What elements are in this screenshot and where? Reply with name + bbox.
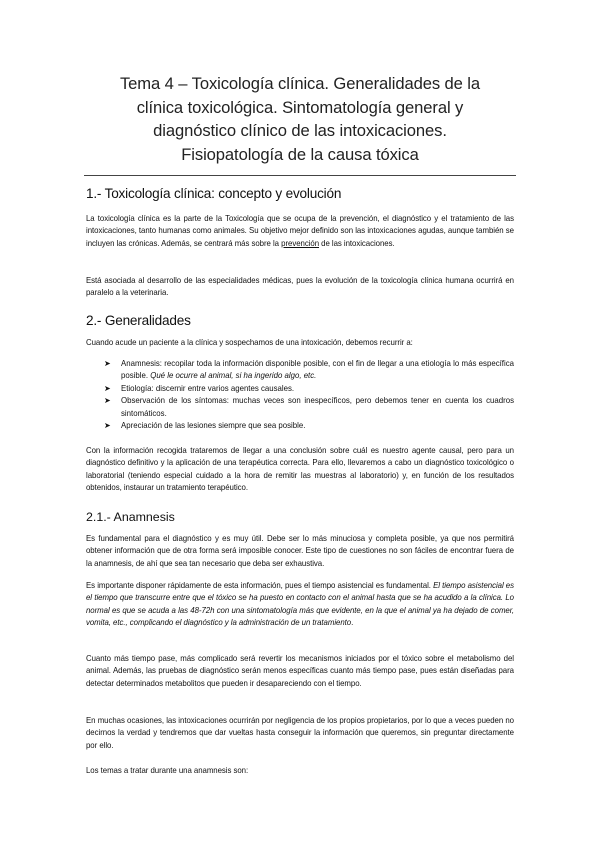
section-2-1-heading: 2.1.- Anamnesis — [86, 510, 175, 524]
title-divider — [84, 175, 516, 176]
anamnesis-paragraph-3: Cuanto más tiempo pase, más complicado será revertir los mecanismos iniciados por el tóxico sobre el metabolismo del animal. Además, las pruebas de diagnóstico serán menos específicas cuanto más tiempo pase, pues están diseñadas para detectar determinados metabolitos que pueden ir desapareciendo con el tiempo. — [86, 654, 514, 688]
title-line: diagnóstico clínico de las intoxicaciones. — [153, 121, 447, 140]
title-line: clínica toxicológica. Sintomatología general y — [136, 97, 464, 117]
section-2-heading: 2.- Generalidades — [86, 313, 191, 328]
list-item: ➤ Apreciación de las lesiones siempre que sea posible. — [104, 420, 514, 432]
anamnesis-paragraph-1: Es fundamental para el diagnóstico y es muy útil. Debe ser lo más minuciosa y completa posible, ya que nos permitirá obtener información que de otra forma será imposible conocer. Este tipo de cuestiones no son fáciles de encontrar fuera de la anamnesis, de ahí que sea tan necesario que deba ser exhaustiva. — [86, 534, 514, 568]
list-item: ➤ Anamnesis: recopilar toda la información disponible posible, con el fin de llegar a una etiología lo más específica posible. Qué le ocurre al animal, si ha ingerido algo, etc. — [104, 359, 514, 381]
anamnesis-paragraph-2: Es importante disponer rápidamente de esta información, pues el tiempo asistencial es fundamental. El tiempo asistencial es el tiempo que transcurre entre que el tóxico se ha puesto en contacto con el animal hasta que se ha acudido a la clínica. Lo normal es que se acuda a las 48-72h con una sintomatología más que evidente, en la que el animal ya ha dejado de comer, vomita, etc., complicando el diagnóstico y la administración de un tratamiento. — [86, 581, 514, 628]
bullet-list — [104, 358, 514, 432]
arrow-bullet-icon: ➤ — [104, 421, 111, 431]
section-2-paragraph-2: Con la información recogida trataremos de llegar a una conclusión sobre cuál es nuestro agente causal, pero para un diagnóstico definitivo y la aplicación de una terapéutica correcta. Para ello, llevaremos a cabo un diagnóstico toxicológico o laboratorial (teniendo especial cuidado a la hora de remitir las muestras al laboratorio) y, en función de los resultados obtenidos, instaurar un tratamiento terapéutico. — [86, 446, 514, 493]
section-1-paragraph-1: La toxicología clínica es la parte de la Toxicología que se ocupa de la prevención, el diagnóstico y el tratamiento de las intoxicaciones, tanto humanas como animales. Su objetivo mejor definido son las intoxicaciones agudas, aunque también se incluyen las crónicas. Además, se centrará más sobre la prevención de las intoxicaciones. — [86, 214, 514, 248]
section-1-paragraph-2: Está asociada al desarrollo de las especialidades médicas, pues la evolución de la toxicología clínica humana ocurrirá en paralelo a la veterinaria. — [86, 276, 514, 298]
section-2-intro: Cuando acude un paciente a la clínica y sospechamos de una intoxicación, debemos recurrir a: — [86, 338, 413, 347]
list-item: ➤ Observación de los síntomas: muchas veces son inespecíficos, pero debemos tener en cuenta los cuadros sintomáticos. — [104, 396, 514, 418]
arrow-bullet-icon: ➤ — [104, 396, 111, 406]
title-line: Tema 4 – Toxicología clínica. Generalidades de la — [119, 74, 481, 93]
section-1-heading: 1.- Toxicología clínica: concepto y evolución — [86, 186, 342, 201]
anamnesis-paragraph-5: Los temas a tratar durante una anamnesis son: — [86, 766, 249, 775]
title-line: Fisiopatología de la causa tóxica — [181, 144, 419, 164]
list-item: ➤ Etiología: discernir entre varios agentes causales. — [104, 383, 514, 395]
anamnesis-paragraph-4: En muchas ocasiones, las intoxicaciones ocurrirán por negligencia de los propios propietarios, por lo que a veces pueden no decirnos la verdad y tendremos que dar vueltas hasta conseguir la información que queremos, sin preguntar directamente por ello. — [86, 716, 514, 750]
arrow-bullet-icon: ➤ — [104, 383, 111, 393]
document-title — [70, 72, 530, 166]
arrow-bullet-icon: ➤ — [104, 359, 111, 368]
underlined-term: prevención — [281, 238, 320, 248]
